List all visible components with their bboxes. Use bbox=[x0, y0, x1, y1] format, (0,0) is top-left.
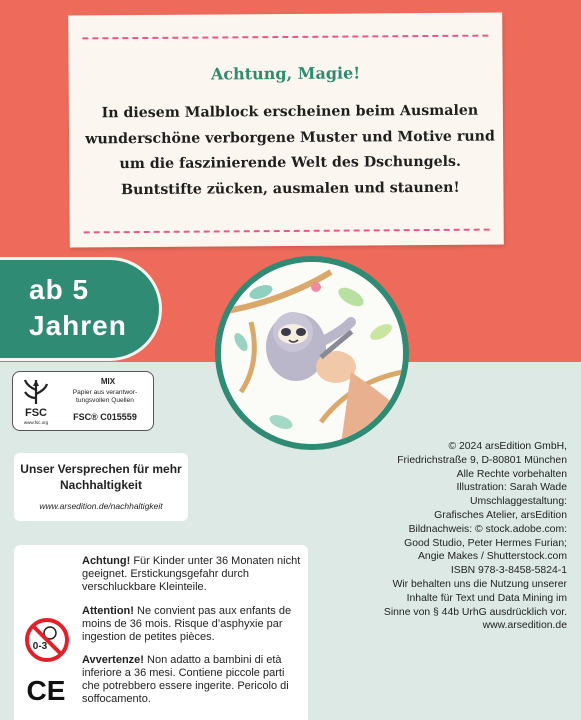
sloth-illustration-icon bbox=[221, 262, 403, 444]
promise-url: www.arsedition.de/nachhaltigkeit bbox=[39, 501, 163, 511]
warning-french: Attention! Ne convient pas aux enfants de moins de 36 mois. Risque d’asphyxie par ingestion de petites pièces. bbox=[82, 605, 292, 643]
imprint-line: © 2024 arsEdition GmbH, bbox=[448, 441, 567, 452]
fsc-tree-logo-icon bbox=[19, 376, 53, 426]
fsc-mix-label: MIX bbox=[100, 377, 116, 386]
fsc-site: www.fsc.org bbox=[23, 420, 49, 425]
age-icon-text: 0-3 bbox=[32, 641, 48, 652]
imprint-line: Illustration: Sarah Wade bbox=[456, 482, 567, 494]
note-body: In diesem Malblock erscheinen beim Ausmalen wunderschöne verborgene Muster und Motive rund um die faszinierende Welt des Dschungels. Buntstifte zücken, ausmalen und staunen! bbox=[85, 102, 495, 198]
age-badge-line1: ab 5 bbox=[29, 274, 90, 305]
promise-title: Unser Versprechen für mehr Nachhaltigkeit bbox=[20, 462, 182, 492]
age-badge-line2: Jahren bbox=[29, 310, 127, 341]
imprint-line: Sinne von § 44b UrhG ausdrücklich vor. bbox=[383, 606, 567, 618]
fsc-certification-box bbox=[12, 371, 154, 431]
imprint-line: Wir behalten uns die Nutzung unserer bbox=[392, 578, 567, 590]
imprint-line: Bildnachweis: © stock.adobe.com: bbox=[408, 523, 567, 535]
age-badge bbox=[0, 257, 162, 361]
imprint-line: ISBN 978-3-8458-5824-1 bbox=[450, 565, 567, 577]
imprint-line: Good Studio, Peter Hermes Furian; bbox=[404, 537, 567, 549]
fsc-source-text: Papier aus verantwor-tungsvollen Quellen bbox=[72, 389, 138, 404]
safety-warning-box bbox=[14, 545, 308, 720]
imprint-line: Inhalte für Text und Data Mining im bbox=[406, 592, 567, 604]
paper-note bbox=[68, 12, 504, 247]
sustainability-promise-box bbox=[14, 453, 188, 521]
sloth-coloring-illustration bbox=[215, 256, 409, 450]
warning-italian: Avvertenze! Non adatto a bambini di età inferiore a 36 mesi. Contiene piccole parti che potrebbero essere ingerite. Pericolo di soffocamento. bbox=[82, 654, 289, 705]
imprint-url[interactable]: www.arsedition.de bbox=[482, 620, 567, 632]
imprint-block bbox=[337, 440, 567, 633]
ce-mark-icon bbox=[26, 675, 66, 703]
imprint-line: Friedrichstraße 9, D-80801 München bbox=[397, 454, 567, 466]
not-for-under-3-icon bbox=[24, 617, 70, 663]
imprint-line: Alle Rechte vorbehalten bbox=[456, 468, 567, 480]
imprint-line: Angie Makes / Shutterstock.com bbox=[418, 551, 567, 563]
fsc-license-code: FSC® C015559 bbox=[73, 412, 137, 422]
stitch-line-top bbox=[82, 35, 488, 40]
warning-german: Achtung! Für Kinder unter 36 Monaten nicht geeignet. Erstickungsgefahr durch verschluckbare Kleinteile. bbox=[82, 555, 301, 593]
imprint-line: Grafisches Atelier, arsEdition bbox=[434, 509, 567, 521]
fsc-logo-text: FSC bbox=[25, 407, 47, 419]
note-title: Achtung, Magie! bbox=[210, 63, 361, 84]
imprint-line: Umschlaggestaltung: bbox=[469, 496, 567, 508]
stitch-line-bottom bbox=[84, 229, 490, 234]
ce-mark-text: CE bbox=[26, 675, 66, 703]
